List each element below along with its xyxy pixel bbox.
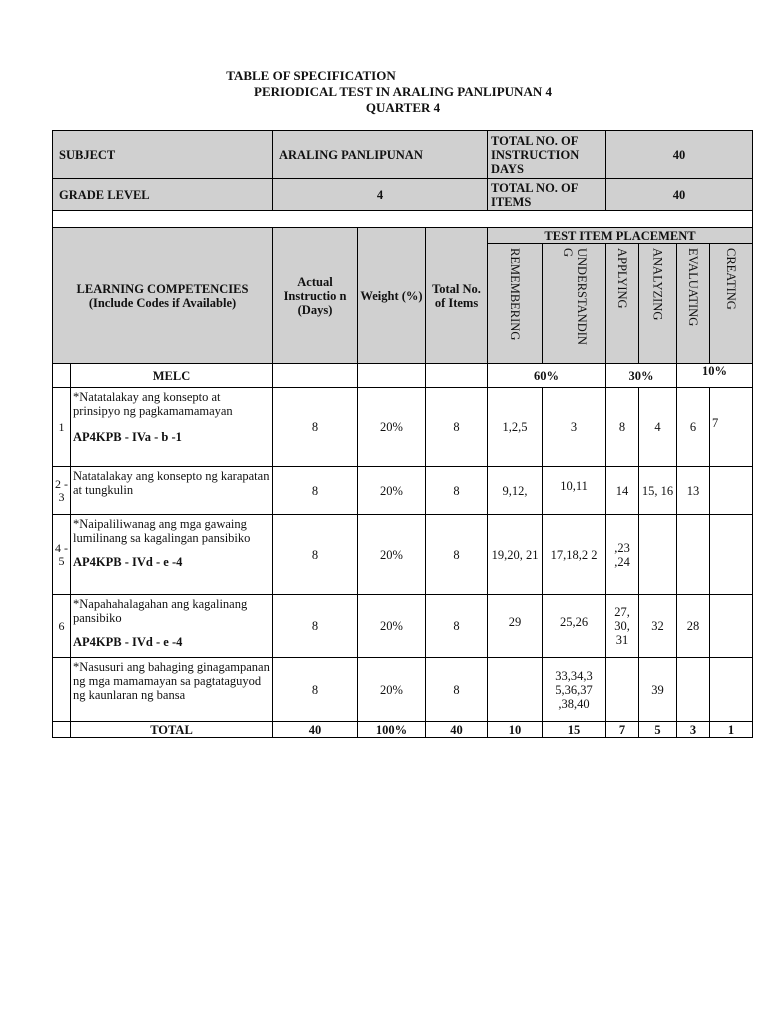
level-creating-label: CREATING [724, 248, 739, 310]
applying-cell: 27, 30, 31 [606, 595, 639, 658]
days-label: TOTAL NO. OF INSTRUCTION DAYS [488, 131, 606, 179]
applying-cell [606, 658, 639, 722]
items-cell: 8 [426, 388, 488, 467]
grade-row [53, 179, 753, 211]
total-remembering: 10 [488, 722, 543, 738]
analyzing-cell: 39 [639, 658, 677, 722]
competency-text: Natatalakay ang konsepto ng karapatan at tungkulin [73, 469, 270, 497]
understanding-cell: 25,26 [543, 595, 606, 658]
competency-text: *Naipaliliwanag ang mga gawaing lumilinang sa kagalingan pansibiko [73, 517, 251, 545]
total-understanding: 15 [543, 722, 606, 738]
subject-row [53, 131, 753, 179]
competencies-header [53, 228, 273, 364]
subject-label: SUBJECT [53, 131, 273, 179]
competency-cell [71, 595, 273, 658]
total-analyzing: 5 [639, 722, 677, 738]
level-evaluating-label: EVALUATING [686, 248, 701, 327]
melc-row [53, 364, 753, 388]
items-cell: 8 [426, 658, 488, 722]
row-number: 4 - 5 [53, 515, 71, 595]
placement-header: TEST ITEM PLACEMENT [488, 228, 753, 244]
days-cell: 8 [273, 467, 358, 515]
total-row [53, 722, 753, 738]
level-analyzing [639, 244, 677, 364]
header-row-top [53, 228, 753, 244]
row-number: 6 [53, 595, 71, 658]
items-cell: 8 [426, 595, 488, 658]
creating-cell [710, 658, 753, 722]
total-evaluating: 3 [677, 722, 710, 738]
analyzing-cell [639, 515, 677, 595]
evaluating-cell: 28 [677, 595, 710, 658]
evaluating-cell [677, 658, 710, 722]
melc-num-cell [53, 364, 71, 388]
melc-pct-30: 30% [606, 364, 677, 388]
competency-cell [71, 515, 273, 595]
grade-label: GRADE LEVEL [53, 179, 273, 211]
weight-header: Weight (%) [358, 228, 426, 364]
creating-cell [710, 515, 753, 595]
competency-code: AP4KPB - IVa - b -1 [73, 430, 182, 444]
competencies-subtitle: (Include Codes if Available) [88, 295, 237, 310]
remembering-cell: 29 [488, 595, 543, 658]
analyzing-cell: 4 [639, 388, 677, 467]
remembering-cell: 9,12, [488, 467, 543, 515]
spacer-cell [53, 211, 753, 228]
remembering-cell [488, 658, 543, 722]
melc-weight-cell [358, 364, 426, 388]
days-value: 40 [606, 131, 753, 179]
level-applying [606, 244, 639, 364]
level-understanding-label: UNDERSTANDIN G [561, 248, 590, 345]
evaluating-cell: 6 [677, 388, 710, 467]
total-items-header: Total No. of Items [426, 228, 488, 364]
melc-label: MELC [71, 364, 273, 388]
competency-cell [71, 658, 273, 722]
row-number [53, 658, 71, 722]
row-number: 2 - 3 [53, 467, 71, 515]
weight-cell: 20% [358, 388, 426, 467]
level-understanding [543, 244, 606, 364]
subject-value: ARALING PANLIPUNAN [273, 131, 488, 179]
level-remembering-label: REMEMBERING [508, 248, 523, 341]
items-label: TOTAL NO. OF ITEMS [488, 179, 606, 211]
weight-cell: 20% [358, 595, 426, 658]
competency-text: *Natatalakay ang konsepto at prinsipyo ng pagkamamamayan [73, 390, 233, 418]
days-cell: 8 [273, 515, 358, 595]
analyzing-cell: 15, 16 [639, 467, 677, 515]
creating-cell [710, 595, 753, 658]
level-applying-label: APPLYING [615, 248, 630, 309]
total-creating: 1 [710, 722, 753, 738]
level-remembering [488, 244, 543, 364]
total-label: TOTAL [71, 722, 273, 738]
level-analyzing-label: ANALYZING [650, 248, 665, 321]
evaluating-cell: 13 [677, 467, 710, 515]
table-row [53, 658, 753, 722]
competency-text: *Napahahalagahan ang kagalinang pansibiko [73, 597, 248, 625]
understanding-cell: 3 [543, 388, 606, 467]
table-row [53, 515, 753, 595]
understanding-cell: 10,11 [543, 467, 606, 515]
understanding-cell: 17,18,2 2 [543, 515, 606, 595]
creating-cell [710, 467, 753, 515]
melc-pct-10: 10% [677, 364, 753, 388]
evaluating-cell [677, 515, 710, 595]
melc-days-cell [273, 364, 358, 388]
spacer-row [53, 211, 753, 228]
specification-table [52, 130, 753, 738]
total-num-cell [53, 722, 71, 738]
remembering-cell: 19,20, 21 [488, 515, 543, 595]
competency-text: *Nasusuri ang bahaging ginagampanan ng mga mamamayan sa pagtataguyod ng kaunlaran ng bansa [73, 660, 270, 702]
understanding-cell: 33,34,3 5,36,37 ,38,40 [543, 658, 606, 722]
table-row [53, 595, 753, 658]
weight-cell: 20% [358, 658, 426, 722]
days-cell: 8 [273, 595, 358, 658]
items-value: 40 [606, 179, 753, 211]
applying-cell: ,23 ,24 [606, 515, 639, 595]
doc-title-line1: TABLE OF SPECIFICATION [226, 68, 396, 83]
total-weight: 100% [358, 722, 426, 738]
competency-cell [71, 388, 273, 467]
level-creating [710, 244, 753, 364]
doc-title-line2: PERIODICAL TEST IN ARALING PANLIPUNAN 4 [254, 84, 552, 99]
melc-pct-60: 60% [488, 364, 606, 388]
competency-code: AP4KPB - IVd - e -4 [73, 635, 183, 649]
actual-days-header: Actual Instructio n (Days) [273, 228, 358, 364]
total-items: 40 [426, 722, 488, 738]
competencies-title: LEARNING COMPETENCIES [76, 281, 249, 296]
weight-cell: 20% [358, 467, 426, 515]
competency-code: AP4KPB - IVd - e -4 [73, 555, 183, 569]
competency-cell [71, 467, 273, 515]
row-number: 1 [53, 388, 71, 467]
table-row [53, 388, 753, 467]
items-cell: 8 [426, 515, 488, 595]
applying-cell: 14 [606, 467, 639, 515]
analyzing-cell: 32 [639, 595, 677, 658]
grade-value: 4 [273, 179, 488, 211]
level-evaluating [677, 244, 710, 364]
melc-items-cell [426, 364, 488, 388]
total-applying: 7 [606, 722, 639, 738]
table-row [53, 467, 753, 515]
weight-cell: 20% [358, 515, 426, 595]
applying-cell: 8 [606, 388, 639, 467]
doc-title-line3: QUARTER 4 [365, 100, 441, 115]
total-days: 40 [273, 722, 358, 738]
days-cell: 8 [273, 658, 358, 722]
days-cell: 8 [273, 388, 358, 467]
remembering-cell: 1,2,5 [488, 388, 543, 467]
creating-cell: 7 [710, 388, 753, 467]
items-cell: 8 [426, 467, 488, 515]
